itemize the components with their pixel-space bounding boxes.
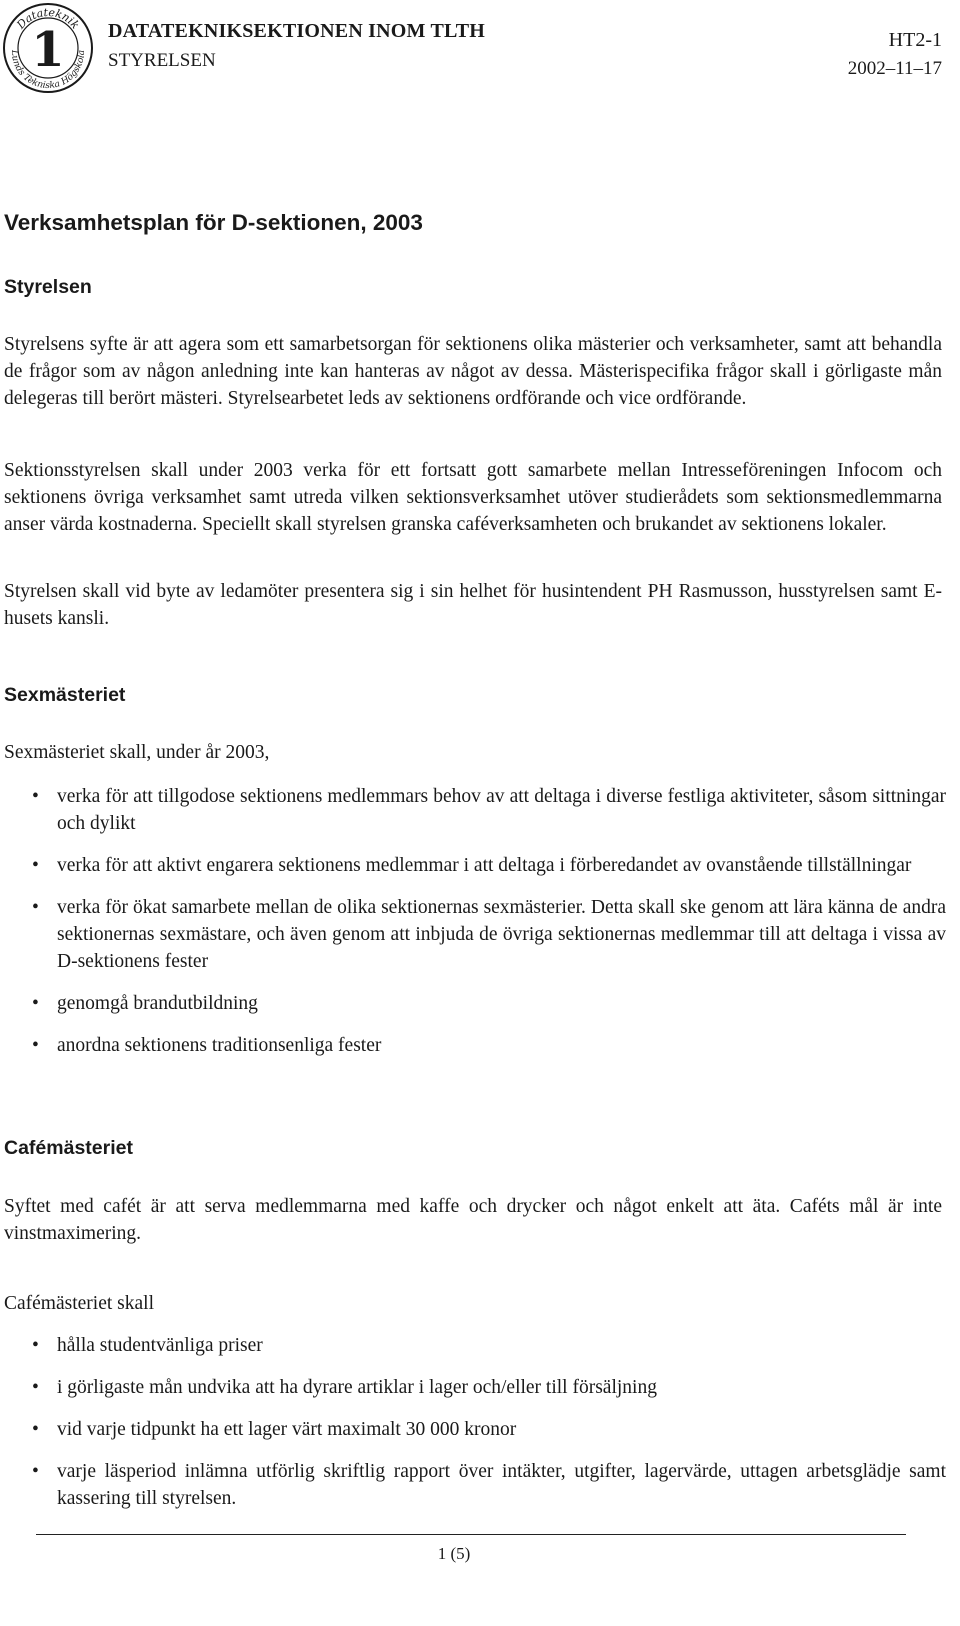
sexmasteriet-list bbox=[0, 783, 946, 1074]
cafemasteriet-list bbox=[0, 1332, 946, 1527]
svg-text:Datateknik: Datateknik bbox=[14, 5, 82, 32]
styrelsen-paragraph-3: Styrelsen skall vid byte av ledamöter presentera sig i sin helhet för husintendent PH Rasmusson, husstyrelsen samt E-husets kansli. bbox=[4, 581, 942, 629]
list-item: • i görligaste mån undvika att ha dyrare artiklar i lager och/eller till försäljning bbox=[0, 1374, 946, 1401]
document-id: HT2-1 bbox=[888, 29, 942, 51]
styrelsen-paragraph-1: Styrelsens syfte är att agera som ett samarbetsorgan för sektionens olika mästerier och verksamheter, samt att behandla de frågor som av någon anledning inte kan hanteras av något av dessa. Mästerispecifika frågor skall i görligaste mån delegeras till berört mästeri. Styrelsearbetet leds av sektionens ordförande och vice ordförande. bbox=[4, 334, 942, 409]
list-item: • verka för ökat samarbete mellan de olika sektionernas sexmästerier. Detta skall ske genom att lära känna de andra sektionernas sexmästare, och även genom att inbjuda de övriga sektionernas medlemmar till att deltaga i vissa av D-sektionens fester bbox=[0, 894, 946, 975]
cafemasteriet-intro: Cafémästeriet skall bbox=[4, 1293, 154, 1314]
bullet-icon: • bbox=[32, 1335, 39, 1356]
svg-text:1: 1 bbox=[31, 22, 65, 78]
page-number: 1 (5) bbox=[437, 1544, 471, 1563]
list-item: • verka för att aktivt engarera sektionens medlemmar i att deltaga i förberedandet av ovanstående tillställningar bbox=[0, 852, 946, 879]
bullet-icon: • bbox=[32, 897, 39, 918]
document-title: Verksamhetsplan för D-sektionen, 2003 bbox=[4, 210, 423, 235]
organization-name: DATATEKNIKSEKTIONEN INOM TLTH bbox=[108, 20, 486, 42]
heading-styrelsen: Styrelsen bbox=[4, 276, 92, 298]
board-label: STYRELSEN bbox=[108, 50, 216, 71]
cafemasteriet-paragraph: Syftet med cafét är att serva medlemmarna med kaffe och drycker och något enkelt att äta. Caféts mål är inte vinstmaximering. bbox=[4, 1196, 942, 1244]
section-seal-logo bbox=[2, 2, 94, 94]
bullet-icon: • bbox=[32, 1035, 39, 1056]
list-item: • verka för att tillgodose sektionens medlemmars behov av att deltaga i diverse festliga aktiviteter, såsom sittningar och dylikt bbox=[0, 783, 946, 837]
svg-text:Lunds Tekniska Högskola: Lunds Tekniska Högskola bbox=[8, 49, 88, 92]
bullet-icon: • bbox=[32, 1419, 39, 1440]
footer-rule bbox=[36, 1534, 906, 1535]
list-item: • hålla studentvänliga priser bbox=[0, 1332, 946, 1359]
heading-cafemasteriet: Cafémästeriet bbox=[4, 1137, 133, 1159]
bullet-icon: • bbox=[32, 855, 39, 876]
list-item: • vid varje tidpunkt ha ett lager värt maximalt 30 000 kronor bbox=[0, 1416, 946, 1443]
list-item: • varje läsperiod inlämna utförlig skriftlig rapport över intäkter, utgifter, lagervärde, uttagen arbetsglädje samt kassering till styrelsen. bbox=[0, 1458, 946, 1512]
list-item: • anordna sektionens traditionsenliga fester bbox=[0, 1032, 946, 1059]
bullet-icon: • bbox=[32, 786, 39, 807]
sexmasteriet-intro: Sexmästeriet skall, under år 2003, bbox=[4, 742, 270, 763]
bullet-icon: • bbox=[32, 993, 39, 1014]
bullet-icon: • bbox=[32, 1461, 39, 1482]
styrelsen-paragraph-2: Sektionsstyrelsen skall under 2003 verka för ett fortsatt gott samarbete mellan Intresseföreningen Infocom och sektionens övriga verksamhet samt utreda vilken sektionsverksamhet utöver studierådets som sektionsmedlemmarna anser värda kostnaderna. Speciellt skall styrelsen granska caféverksamheten och brukandet av sektionens lokaler. bbox=[4, 460, 942, 535]
bullet-icon: • bbox=[32, 1377, 39, 1398]
heading-sexmasteriet: Sexmästeriet bbox=[4, 684, 126, 706]
list-item: • genomgå brandutbildning bbox=[0, 990, 946, 1017]
document-date: 2002–11–17 bbox=[847, 58, 942, 79]
